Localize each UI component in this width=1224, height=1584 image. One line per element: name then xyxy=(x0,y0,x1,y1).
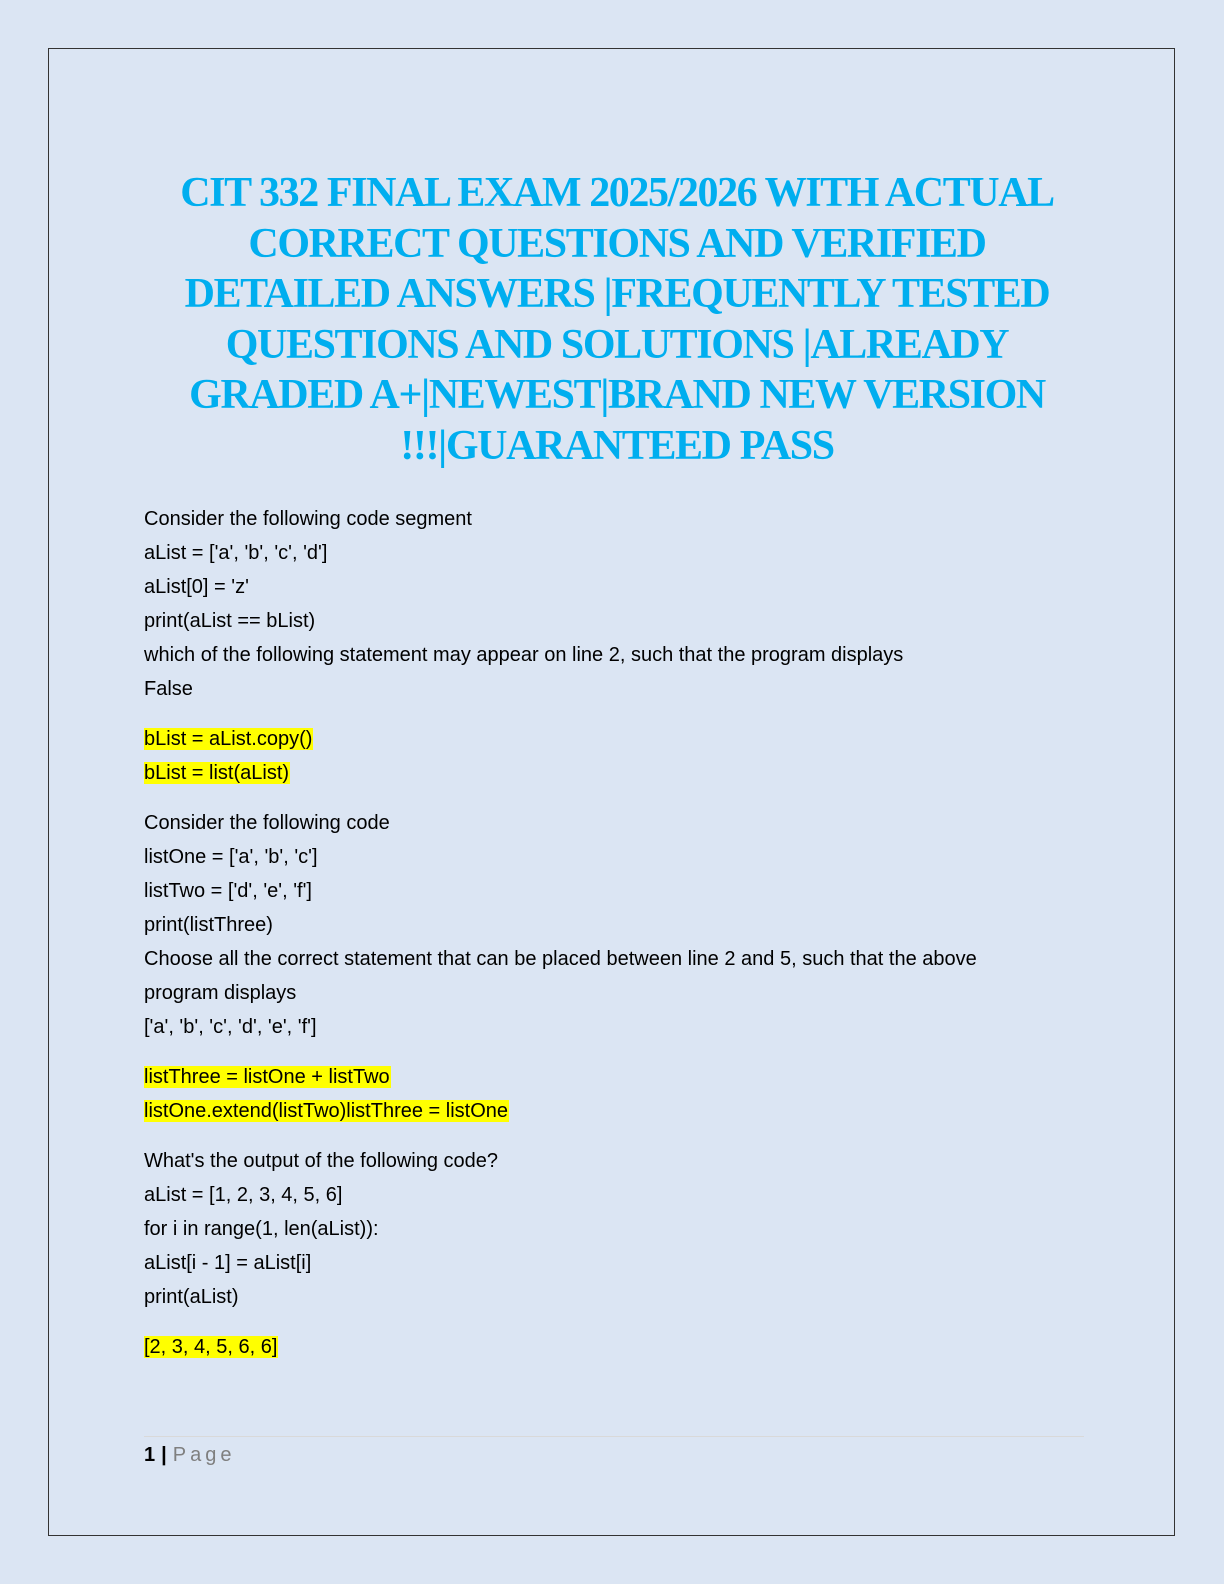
question-line: Consider the following code segment xyxy=(144,508,472,530)
highlighted-answer: [2, 3, 4, 5, 6, 6] xyxy=(144,1336,278,1358)
question-line: program displays xyxy=(144,982,297,1004)
question-line: aList[i - 1] = aList[i] xyxy=(144,1252,312,1274)
question-line: ['a', 'b', 'c', 'd', 'e', 'f'] xyxy=(144,1016,317,1038)
highlighted-answer: bList = aList.copy() xyxy=(144,728,313,750)
page-footer xyxy=(144,1440,235,1470)
highlighted-answer: bList = list(aList) xyxy=(144,762,290,784)
question-line: aList[0] = 'z' xyxy=(144,576,249,598)
question-line: print(aList == bList) xyxy=(144,610,316,632)
highlighted-answer: listOne.extend(listTwo)listThree = listOne xyxy=(144,1100,509,1122)
title-line: QUESTIONS AND SOLUTIONS |ALREADY xyxy=(225,321,1009,368)
title-line: !!!|GUARANTEED PASS xyxy=(400,422,834,469)
question-block xyxy=(144,806,1084,1044)
page-number: 1 xyxy=(144,1444,156,1466)
highlighted-answer: listThree = listOne + listTwo xyxy=(144,1066,390,1088)
question-line: for i in range(1, len(aList)): xyxy=(144,1218,379,1240)
answer-block xyxy=(144,1060,1084,1128)
title-line: DETAILED ANSWERS |FREQUENTLY TESTED xyxy=(184,271,1050,317)
footer-divider xyxy=(144,1436,1084,1437)
title-line: CORRECT QUESTIONS AND VERIFIED xyxy=(248,220,986,267)
question-line: aList = ['a', 'b', 'c', 'd'] xyxy=(144,542,328,564)
document-title xyxy=(120,168,1114,471)
page-label: Page xyxy=(172,1444,236,1466)
question-line: which of the following statement may appear on line 2, such that the program displays xyxy=(144,644,904,666)
question-line: aList = [1, 2, 3, 4, 5, 6] xyxy=(144,1184,343,1206)
question-block xyxy=(144,502,1084,706)
answer-block xyxy=(144,722,1084,790)
answer-block xyxy=(144,1330,1084,1364)
question-line: listOne = ['a', 'b', 'c'] xyxy=(144,846,318,868)
question-line: listTwo = ['d', 'e', 'f'] xyxy=(144,880,312,902)
title-line: CIT 332 FINAL EXAM 2025/2026 WITH ACTUAL xyxy=(180,170,1054,216)
question-line: print(listThree) xyxy=(144,914,273,936)
question-block xyxy=(144,1144,1084,1314)
document-body xyxy=(144,502,1084,1364)
footer-separator: | xyxy=(161,1444,167,1466)
title-line: GRADED A+|NEWEST|BRAND NEW VERSION xyxy=(189,372,1045,418)
question-line: False xyxy=(144,678,193,700)
question-line: Consider the following code xyxy=(144,812,390,834)
question-line: What's the output of the following code? xyxy=(144,1150,499,1172)
question-line: print(aList) xyxy=(144,1286,239,1308)
question-line: Choose all the correct statement that can be placed between line 2 and 5, such that the above xyxy=(144,948,977,970)
